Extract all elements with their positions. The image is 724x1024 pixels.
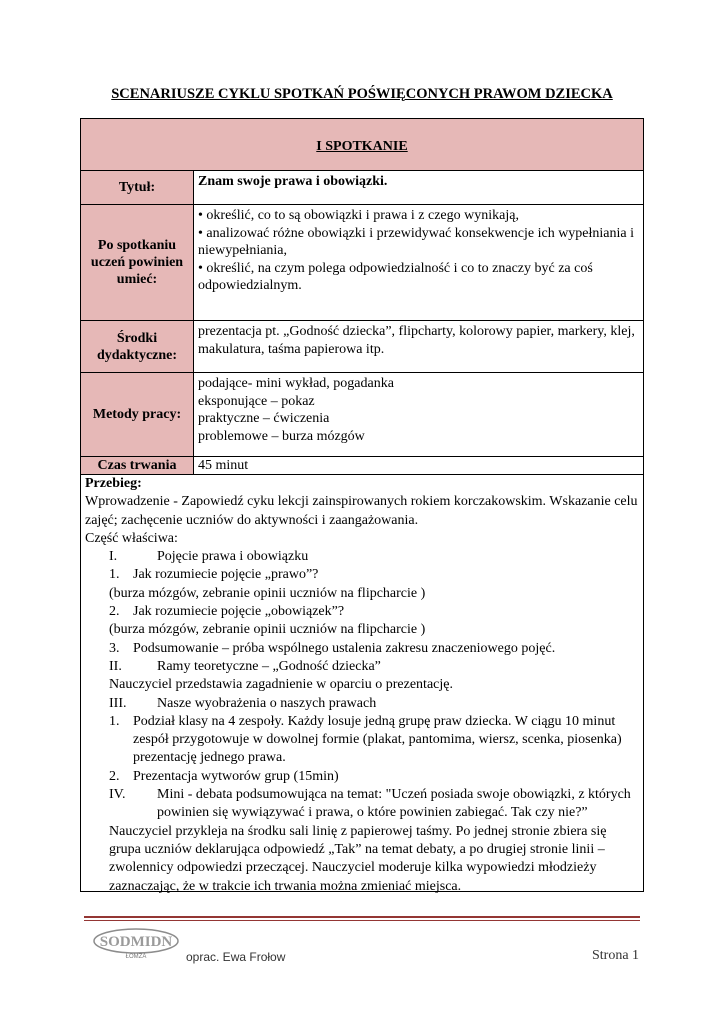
section-text: Pojęcie prawa i obowiązku (157, 549, 309, 565)
method-item: eksponujące – pokaz (198, 393, 315, 409)
item-text: Podsumowanie – próba wspólnego ustalenia zakresu znaczeniowego pojęć. (133, 640, 556, 656)
item-marker: 1. (109, 567, 120, 583)
section-marker: III. (109, 695, 127, 711)
method-item: problemowe – burza mózgów (198, 428, 365, 444)
list-item (85, 603, 639, 621)
section-text: Nasze wyobrażenia o naszych prawach (157, 695, 377, 711)
item-text: Podział klasy na 4 zespoły. Każdy losuje jedną grupę praw dziecka. W ciągu 10 minut zespół przygotowuje w dowolnej formie (plakat, pantomima, wiersz, scenka, piosenka) prezentację jednego prawa. (133, 713, 622, 766)
row-methods (81, 373, 643, 457)
label-materials: Środki dydaktyczne: (81, 321, 194, 372)
section-note: Nauczyciel przykleja na środku sali linię z papierowej taśmy. Po jednej stronie zbiera się grupa uczniów deklarująca odpowiedź „Tak” na temat debaty, a po drugiej stronie linii – zwolennicy odpowiedzi przeczącej. Nauczyciel moderuje kilka wypowiedzi młodzieży zaznaczając, że w trakcie ich trwania można zmieniać miejsca. (109, 823, 607, 894)
item-marker: 1. (109, 713, 120, 729)
section-item (85, 658, 639, 676)
scenario-table (80, 118, 644, 892)
row-objectives (81, 205, 643, 321)
list-item (85, 640, 639, 658)
topic-text: Znam swoje prawa i obowiązki. (198, 174, 388, 189)
list-item (85, 566, 639, 584)
list-item (85, 768, 639, 786)
document-title: SCENARIUSZE CYKLU SPOTKAŃ POŚWIĘCONYCH PRAWOM DZIECKA (111, 86, 613, 102)
objective-item: • analizować różne obowiązki i przewidywać konsekwencje ich wypełniania i niewypełniania, (198, 225, 635, 258)
value-duration: 45 minut (198, 458, 249, 473)
section-item (85, 786, 639, 823)
lesson-flow (81, 475, 643, 896)
section-text: Mini - debata podsumowująca na temat: "Uczeń posiada swoje obowiązki, z których powinien się wywiązywać i prawa, o które powinien zabiegać. Tak czy nie?” (157, 787, 631, 821)
footer-divider (84, 916, 640, 918)
item-text: Prezentacja wytworów grup (15min) (133, 768, 339, 784)
flow-intro: Wprowadzenie - Zapowiedź cyku lekcji zainspirowanych rokiem korczakowskim. Wskazanie celu zajęć; zachęcenie uczniów do aktywności i zaangażowania. (85, 494, 638, 528)
flow-heading: Przebieg: (85, 476, 142, 491)
label-methods: Metody pracy: (81, 373, 194, 456)
objective-item: • określić, na czym polega odpowiedzialność i co to znaczy być za coś odpowiedzialnym. (198, 260, 593, 293)
section-note: Nauczyciel przedstawia zagadnienie w oparciu o prezentację. (109, 677, 453, 693)
item-note: (burza mózgów, zebranie opinii uczniów na flipcharcie ) (109, 585, 426, 601)
item-marker: 2. (109, 768, 120, 784)
row-materials (81, 321, 643, 373)
section-text: Ramy teoretyczne – „Godność dziecka” (157, 658, 381, 674)
item-marker: 3. (109, 640, 120, 656)
footer-divider-thin (84, 920, 640, 921)
objective-item: • określić, co to są obowiązki i prawa i z czego wynikają, (198, 208, 519, 223)
section-item (85, 548, 639, 566)
flow-main-label: Część właściwa: (85, 530, 178, 546)
section-marker: I. (109, 549, 118, 565)
row-title (81, 171, 643, 205)
row-duration (81, 457, 643, 475)
item-marker: 2. (109, 604, 120, 620)
value-tytul (194, 171, 643, 204)
label-tytul: Tytuł: (81, 171, 194, 204)
list-item (85, 713, 639, 768)
section-marker: IV. (109, 787, 126, 803)
label-objectives: Po spotkaniu uczeń powinien umieć: (81, 205, 194, 320)
value-materials: prezentacja pt. „Godność dziecka”, flipcharty, kolorowy papier, markery, klej, makulatura, taśma papierowa itp. (198, 324, 635, 357)
objectives-list (194, 205, 643, 320)
table-header (81, 119, 643, 171)
method-item: podające- mini wykład, pogadanka (198, 376, 394, 391)
item-note: (burza mózgów, zebranie opinii uczniów na flipcharcie ) (109, 622, 426, 638)
sodmidn-logo (92, 927, 180, 959)
item-text: Jak rozumiecie pojęcie „obowiązek”? (133, 604, 345, 620)
logo-subtext: ŁOMŻA (125, 954, 147, 959)
label-duration: Czas trwania (81, 457, 194, 474)
item-text: Jak rozumiecie pojęcie „prawo”? (133, 567, 319, 583)
section-marker: II. (109, 658, 122, 674)
method-item: praktyczne – ćwiczenia (198, 411, 330, 426)
section-item (85, 695, 639, 713)
page-number: Strona 1 (592, 948, 640, 963)
meeting-title: I SPOTKANIE (316, 139, 408, 154)
logo-text: SODMIDN (99, 934, 173, 950)
methods-list (194, 373, 643, 456)
footer-author: oprac. Ewa Frołow (186, 950, 286, 964)
